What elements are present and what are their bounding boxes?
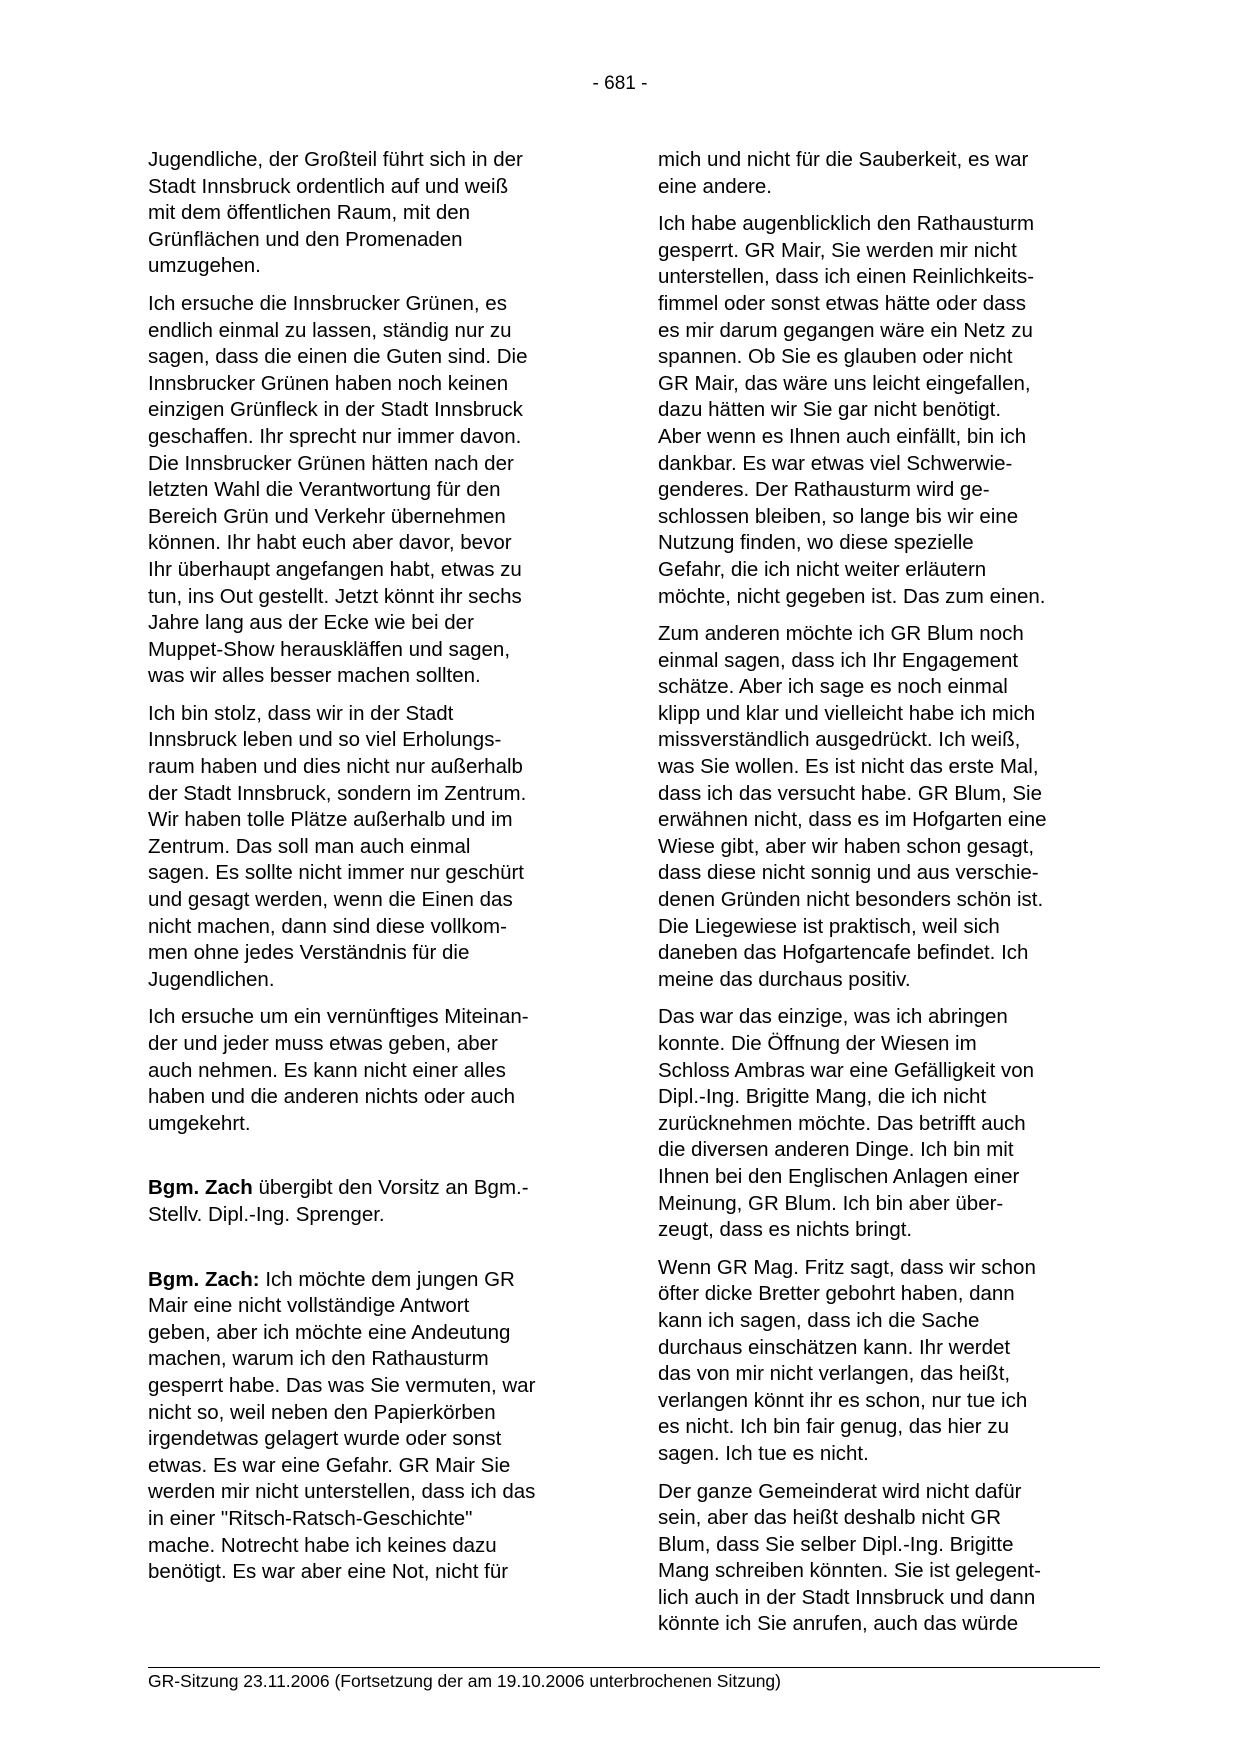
text-line: Jugendliche, der Großteil führt sich in der (148, 148, 523, 171)
text-line: möchte, nicht gegeben ist. Das zum einen. (658, 584, 1046, 608)
text-line: umzugehen. (148, 254, 261, 278)
text-line (148, 1175, 598, 1202)
text-line: lich auch in der Stadt Innsbruck und dann (658, 1585, 1036, 1609)
paragraph (148, 291, 598, 690)
paragraph (658, 1255, 1100, 1468)
text-line: meine das durchaus positiv. (658, 967, 911, 991)
text-line: genderes. Der Rathausturm wird ge- (658, 478, 990, 502)
text-line: Stadt Innsbruck ordentlich auf und weiß (148, 174, 509, 198)
text-line: Muppet-Show herauskläffen und sagen, (148, 637, 511, 661)
paragraph (658, 211, 1100, 610)
text-line: Gefahr, die ich nicht weiter erläutern (658, 557, 987, 581)
text-line: mit dem öffentlichen Raum, mit den (148, 201, 471, 225)
speaker-name: Bgm. Zach (148, 1176, 253, 1200)
footer-divider (148, 1667, 1100, 1668)
text-line: eine andere. (658, 174, 772, 198)
text-line: könnte ich Sie anrufen, auch das würde (658, 1612, 1019, 1636)
text-line: dazu hätten wir Sie gar nicht benötigt. (658, 398, 1002, 422)
text-line: Dipl.-Ing. Brigitte Mang, die ich nicht (658, 1085, 987, 1109)
paragraph (658, 1479, 1100, 1639)
paragraph (658, 621, 1100, 993)
text-line: unterstellen, dass ich einen Reinlichkeits- (658, 265, 1035, 289)
text-line: durchaus einschätzen kann. Ihr werdet (658, 1335, 1011, 1359)
text-line: Das war das einzige, was ich abringen (658, 1005, 1008, 1029)
text-line: Wiese gibt, aber wir haben schon gesagt, (658, 834, 1035, 858)
chair-handover-note (148, 1175, 598, 1228)
text-line: das von mir nicht verlangen, das heißt, (658, 1362, 1011, 1386)
text-line: Jahre lang aus der Ecke wie bei der (148, 611, 474, 635)
text-line: was Sie wollen. Es ist nicht das erste Mal, (658, 755, 1039, 779)
text-line: Nutzung finden, wo diese spezielle (658, 531, 974, 555)
text-line: geschaffen. Ihr sprecht nur immer davon. (148, 424, 522, 448)
paragraph (148, 147, 598, 280)
right-column (658, 147, 1100, 1649)
text-line: tun, ins Out gestellt. Jetzt könnt ihr sechs (148, 584, 522, 608)
text-line: kann ich sagen, dass ich die Sache (658, 1308, 980, 1332)
text-line: auch nehmen. Es kann nicht einer alles (148, 1058, 506, 1082)
text-line: raum haben und dies nicht nur außerhalb (148, 755, 523, 779)
text-line: haben und die anderen nichts oder auch (148, 1085, 516, 1109)
text-fragment: übergibt den Vorsitz an Bgm.- (252, 1176, 529, 1200)
text-line: Mang schreiben könnten. Sie ist gelegent- (658, 1559, 1041, 1583)
text-line: letzten Wahl die Verantwortung für den (148, 478, 501, 502)
text-line: werden mir nicht unterstellen, dass ich das (148, 1480, 536, 1504)
text-line: dankbar. Es war etwas viel Schwerwie- (658, 451, 1013, 475)
text-line: der und jeder muss etwas geben, aber (148, 1032, 498, 1055)
text-line: Wenn GR Mag. Fritz sagt, dass wir schon (658, 1255, 1036, 1279)
text-line: missverständlich ausgedrückt. Ich weiß, (658, 728, 1021, 752)
text-line: zurücknehmen möchte. Das betrifft auch (658, 1111, 1026, 1135)
text-line: Innsbruck leben und so viel Erholungs- (148, 728, 502, 752)
speaker-name: Bgm. Zach: (148, 1267, 260, 1291)
text-line: die diversen anderen Dinge. Ich bin mit (658, 1138, 1014, 1162)
text-line: öfter dicke Bretter gebohrt haben, dann (658, 1282, 1015, 1306)
text-line: sein, aber das heißt deshalb nicht GR (658, 1506, 1001, 1530)
text-fragment: Ich möchte dem jungen GR (259, 1267, 515, 1291)
text-line: Aber wenn es Ihnen auch einfällt, bin ich (658, 424, 1027, 448)
text-line: was wir alles besser machen sollten. (148, 664, 481, 688)
text-line: nicht machen, dann sind diese vollkom- (148, 914, 507, 938)
text-line: sagen. Ich tue es nicht. (658, 1441, 869, 1465)
text-line: Der ganze Gemeinderat wird nicht dafür (658, 1479, 1022, 1503)
paragraph (658, 147, 1100, 200)
text-line: Ich habe augenblicklich den Rathausturm (658, 212, 1035, 236)
text-line: erwähnen nicht, dass es im Hofgarten eine (658, 808, 1047, 832)
text-line: spannen. Ob Sie es glauben oder nicht (658, 345, 1013, 369)
text-line: dass ich das versucht habe. GR Blum, Sie (658, 781, 1042, 805)
text-line: einzigen Grünfleck in der Stadt Innsbruck (148, 398, 523, 422)
paragraph (148, 1004, 598, 1137)
text-line: mich und nicht für die Sauberkeit, es war (658, 148, 1029, 171)
text-line: gesperrt. GR Mair, Sie werden mir nicht (658, 238, 1017, 262)
text-line: Wir haben tolle Plätze außerhalb und im (148, 808, 513, 832)
text-line: nicht so, weil neben den Papierkörben (148, 1400, 496, 1424)
text-line: men ohne jedes Verständnis für die (148, 941, 470, 965)
text-line: Schloss Ambras war eine Gefälligkeit von (658, 1058, 1035, 1082)
text-line: irgendetwas gelagert wurde oder sonst (148, 1427, 502, 1451)
text-line: benötigt. Es war aber eine Not, nicht für (148, 1560, 509, 1584)
text-line: Ich bin stolz, dass wir in der Stadt (148, 701, 454, 725)
text-line: konnte. Die Öffnung der Wiesen im (658, 1032, 977, 1055)
text-line: sagen, dass die einen die Guten sind. Die (148, 345, 528, 369)
text-line: machen, warum ich den Rathausturm (148, 1347, 489, 1371)
text-line: es mir darum gegangen wäre ein Netz zu (658, 318, 1033, 342)
text-line: Die Liegewiese ist praktisch, weil sich (658, 914, 1000, 938)
text-line: schlossen bleiben, so lange bis wir eine (658, 504, 1019, 528)
page-number: - 681 - (592, 73, 648, 94)
text-line: in einer "Ritsch-Ratsch-Geschichte" (148, 1506, 473, 1530)
text-line: Mair eine nicht vollständige Antwort (148, 1294, 470, 1318)
paragraph (658, 1004, 1100, 1243)
text-line: GR Mair, das wäre uns leicht eingefallen, (658, 371, 1031, 395)
left-column (148, 147, 598, 1597)
text-line: Ich ersuche die Innsbrucker Grünen, es (148, 291, 507, 315)
text-line: Meinung, GR Blum. Ich bin aber über- (658, 1191, 1004, 1215)
text-line: verlangen könnt ihr es schon, nur tue ich (658, 1388, 1028, 1412)
text-line: Bereich Grün und Verkehr übernehmen (148, 504, 506, 528)
text-line: Jugendlichen. (148, 967, 275, 991)
text-line: Zum anderen möchte ich GR Blum noch (658, 622, 1024, 646)
text-line: daneben das Hofgartencafe befindet. Ich (658, 941, 1029, 965)
text-line: Zentrum. Das soll man auch einmal (148, 834, 471, 858)
text-line: Innsbrucker Grünen haben noch keinen (148, 371, 509, 395)
text-line: geben, aber ich möchte eine Andeutung (148, 1320, 511, 1344)
speech-paragraph (148, 1267, 598, 1586)
text-line: können. Ihr habt euch aber davor, bevor (148, 531, 512, 555)
text-line: sagen. Es sollte nicht immer nur geschürt (148, 861, 524, 885)
paragraph (148, 701, 598, 994)
text-line: mache. Notrecht habe ich keines dazu (148, 1533, 497, 1557)
text-line: umgekehrt. (148, 1111, 251, 1135)
text-line: einmal sagen, dass ich Ihr Engagement (658, 648, 1019, 672)
text-line: es nicht. Ich bin fair genug, das hier zu (658, 1415, 1009, 1439)
text-line: Blum, dass Sie selber Dipl.-Ing. Brigitte (658, 1532, 1014, 1556)
text-line: denen Gründen nicht besonders schön ist. (658, 888, 1044, 912)
text-line: fimmel oder sonst etwas hätte oder dass (658, 291, 1027, 315)
text-line: und gesagt werden, wenn die Einen das (148, 888, 513, 912)
text-line: Stellv. Dipl.-Ing. Sprenger. (148, 1202, 385, 1226)
text-line: der Stadt Innsbruck, sondern im Zentrum. (148, 781, 527, 805)
text-line: Ich ersuche um ein vernünftiges Miteinan- (148, 1005, 529, 1029)
text-line: Ihnen bei den Englischen Anlagen einer (658, 1164, 1020, 1188)
text-line: endlich einmal zu lassen, ständig nur zu (148, 318, 512, 342)
text-line: zeugt, dass es nichts bringt. (658, 1218, 913, 1242)
text-line (148, 1267, 598, 1294)
text-line: Ihr überhaupt angefangen habt, etwas zu (148, 557, 522, 581)
text-line: gesperrt habe. Das was Sie vermuten, war (148, 1373, 536, 1397)
text-line: Die Innsbrucker Grünen hätten nach der (148, 451, 514, 475)
footer-text: GR-Sitzung 23.11.2006 (Fortsetzung der am 19.10.2006 unterbrochenen Sitzung) (148, 1671, 781, 1691)
text-line: schätze. Aber ich sage es noch einmal (658, 675, 1008, 699)
text-line: dass diese nicht sonnig und aus verschie- (658, 861, 1039, 885)
text-line: Grünflächen und den Promenaden (148, 227, 463, 251)
text-line: etwas. Es war eine Gefahr. GR Mair Sie (148, 1453, 511, 1477)
text-line: klipp und klar und vielleicht habe ich mich (658, 701, 1036, 725)
